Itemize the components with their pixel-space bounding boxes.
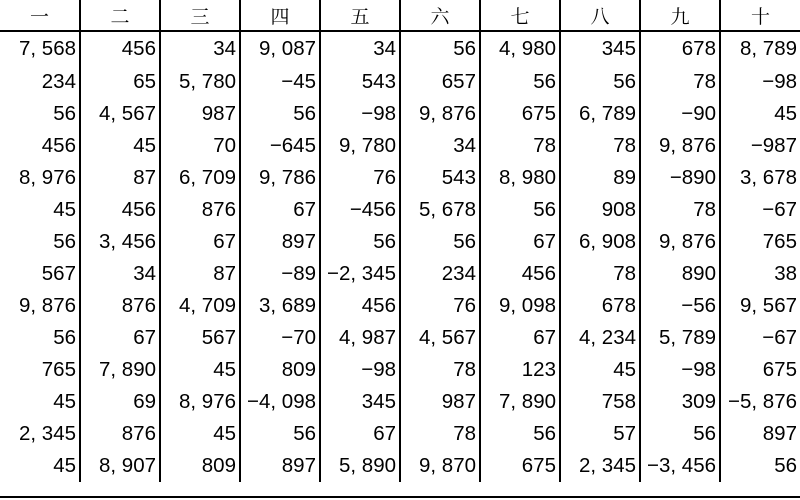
table-row (0, 162, 800, 194)
table-cell[interactable]: 543 (400, 162, 480, 194)
table-cell[interactable]: 78 (480, 130, 560, 162)
table-cell[interactable]: 45 (160, 418, 240, 450)
table-body (0, 31, 800, 482)
table-cell[interactable]: 876 (80, 418, 160, 450)
table-cell[interactable]: 38 (720, 258, 800, 290)
table-cell[interactable]: 56 (53, 230, 76, 253)
column-header-7[interactable]: 七 (480, 0, 560, 31)
table-cell[interactable]: 87 (160, 258, 240, 290)
table-cell[interactable]: 34 (400, 130, 480, 162)
table-cell[interactable]: −45 (240, 66, 320, 98)
table-cell[interactable]: 56 (480, 66, 560, 98)
table-cell[interactable]: 56 (560, 66, 640, 98)
table-cell[interactable]: 4, 980 (480, 31, 560, 66)
table-cell[interactable]: 675 (480, 450, 560, 482)
table-cell[interactable]: −645 (240, 130, 320, 162)
table-cell[interactable]: 876 (160, 194, 240, 226)
bottom-rule (0, 496, 800, 498)
table-cell[interactable]: 345 (320, 386, 400, 418)
table-cell[interactable]: 7, 890 (480, 386, 560, 418)
table-cell[interactable]: 758 (560, 386, 640, 418)
table-cell[interactable]: 78 (400, 354, 480, 386)
column-header-8[interactable]: 八 (560, 0, 640, 31)
table-row (0, 98, 800, 130)
table-cell[interactable]: 78 (400, 418, 480, 450)
table-cell[interactable]: −67 (720, 194, 800, 226)
table-cell[interactable]: 987 (400, 386, 480, 418)
table-cell[interactable]: 76 (320, 162, 400, 194)
table-row (0, 450, 800, 482)
table-cell[interactable]: 4, 234 (560, 322, 640, 354)
table-cell[interactable]: 7, 890 (80, 354, 160, 386)
table-cell[interactable]: 9, 876 (400, 98, 480, 130)
table-cell[interactable]: 45 (80, 130, 160, 162)
table-cell[interactable]: 567 (41, 262, 76, 285)
table-cell[interactable]: 5, 678 (400, 194, 480, 226)
table-cell[interactable]: 987 (160, 98, 240, 130)
table-cell[interactable]: 9, 567 (720, 290, 800, 322)
table-row (0, 194, 800, 226)
table-cell[interactable]: 45 (560, 354, 640, 386)
table-cell[interactable]: −98 (320, 98, 400, 130)
table-cell[interactable]: 8, 907 (80, 450, 160, 482)
table-cell[interactable]: 89 (560, 162, 640, 194)
table-row (0, 386, 800, 418)
table-cell[interactable]: 6, 709 (160, 162, 240, 194)
table-cell[interactable]: 3, 678 (720, 162, 800, 194)
table-cell[interactable]: 809 (160, 450, 240, 482)
table-cell[interactable]: 87 (80, 162, 160, 194)
table-cell[interactable]: 6, 908 (560, 226, 640, 258)
table-cell[interactable]: 890 (640, 258, 720, 290)
table-cell[interactable]: −3, 456 (640, 450, 720, 482)
table-cell[interactable]: −70 (240, 322, 320, 354)
table-cell[interactable]: 675 (480, 98, 560, 130)
column-header-10[interactable]: 十 (720, 0, 800, 31)
table-cell[interactable]: −456 (320, 194, 400, 226)
table-cell[interactable]: 56 (240, 98, 320, 130)
table-cell[interactable]: 123 (480, 354, 560, 386)
column-header-3[interactable]: 三 (160, 0, 240, 31)
table-cell[interactable]: 56 (480, 418, 560, 450)
table-cell[interactable]: 234 (41, 70, 76, 93)
column-header-4[interactable]: 四 (240, 0, 320, 31)
table-cell[interactable]: −67 (720, 322, 800, 354)
table-cell[interactable]: 67 (480, 226, 560, 258)
table-cell[interactable]: 309 (640, 386, 720, 418)
table-cell[interactable]: 78 (640, 194, 720, 226)
table-row (0, 66, 800, 98)
table-cell[interactable]: 908 (560, 194, 640, 226)
table-row (0, 130, 800, 162)
table-cell[interactable]: 345 (560, 31, 640, 66)
table-cell[interactable]: 897 (240, 450, 320, 482)
table-cell[interactable]: 5, 890 (320, 450, 400, 482)
table-cell[interactable]: 678 (560, 290, 640, 322)
table-cell[interactable]: 78 (560, 130, 640, 162)
table-cell[interactable]: 78 (640, 66, 720, 98)
table-cell[interactable]: 67 (160, 226, 240, 258)
table-cell[interactable]: 567 (160, 322, 240, 354)
table-cell[interactable]: 765 (41, 358, 76, 381)
table-cell[interactable]: 5, 789 (640, 322, 720, 354)
table-cell[interactable]: 65 (80, 66, 160, 98)
table-cell[interactable]: 69 (80, 386, 160, 418)
table-cell[interactable]: 57 (560, 418, 640, 450)
table-cell[interactable]: 897 (240, 226, 320, 258)
table-cell[interactable]: 67 (240, 194, 320, 226)
header-row (0, 0, 800, 31)
table-cell[interactable]: 2, 345 (19, 422, 76, 445)
table-cell[interactable]: 678 (640, 31, 720, 66)
table-cell[interactable]: 45 (160, 354, 240, 386)
table-cell[interactable]: 56 (640, 418, 720, 450)
table-cell[interactable]: −98 (320, 354, 400, 386)
table-cell[interactable]: 4, 567 (400, 322, 480, 354)
table-cell[interactable]: 45 (720, 98, 800, 130)
table-cell[interactable]: −56 (640, 290, 720, 322)
table-cell[interactable]: −987 (720, 130, 800, 162)
table-cell[interactable]: 897 (720, 418, 800, 450)
table-cell[interactable]: −98 (640, 354, 720, 386)
table-cell[interactable]: 56 (480, 194, 560, 226)
table-cell[interactable]: 56 (53, 326, 76, 349)
table-row (0, 226, 800, 258)
table-cell[interactable]: 456 (320, 290, 400, 322)
table-cell[interactable]: 876 (80, 290, 160, 322)
table-cell[interactable]: 3, 456 (80, 226, 160, 258)
table-cell[interactable]: 9, 876 (640, 130, 720, 162)
table-row (0, 290, 800, 322)
table-cell[interactable]: 70 (160, 130, 240, 162)
table-cell[interactable]: 56 (320, 226, 400, 258)
table-cell[interactable]: 34 (320, 31, 400, 66)
table-cell[interactable]: 9, 786 (240, 162, 320, 194)
table-cell[interactable]: 765 (720, 226, 800, 258)
table-cell[interactable]: 67 (80, 322, 160, 354)
table-cell[interactable]: 8, 976 (160, 386, 240, 418)
table-cell[interactable]: 9, 876 (19, 294, 76, 317)
table-cell[interactable]: 456 (41, 134, 76, 157)
table-cell[interactable]: 657 (400, 66, 480, 98)
table-cell[interactable]: 456 (80, 31, 160, 66)
table-cell[interactable]: −98 (720, 66, 800, 98)
table-cell[interactable]: 34 (80, 258, 160, 290)
table-cell[interactable]: 9, 098 (480, 290, 560, 322)
table-cell[interactable]: 6, 789 (560, 98, 640, 130)
table-cell[interactable]: 9, 870 (400, 450, 480, 482)
table-cell[interactable]: 78 (560, 258, 640, 290)
table-cell[interactable]: 56 (720, 450, 800, 482)
table-cell[interactable]: 56 (53, 102, 76, 125)
column-header-1[interactable]: 一 (0, 0, 80, 31)
table-cell[interactable]: 8, 976 (19, 166, 76, 189)
table-cell[interactable]: 67 (320, 418, 400, 450)
table-cell[interactable]: 5, 780 (160, 66, 240, 98)
table-cell[interactable]: −5, 876 (720, 386, 800, 418)
table-row (0, 258, 800, 290)
table-cell[interactable]: 3, 689 (240, 290, 320, 322)
table-cell[interactable]: −4, 098 (240, 386, 320, 418)
table-cell[interactable]: 8, 789 (720, 31, 800, 66)
table-cell[interactable]: 9, 087 (240, 31, 320, 66)
table-cell[interactable]: 456 (480, 258, 560, 290)
table-cell[interactable]: 809 (240, 354, 320, 386)
table-cell[interactable]: −2, 345 (320, 258, 400, 290)
table-row (0, 31, 800, 66)
table-row (0, 322, 800, 354)
table-cell[interactable]: 45 (53, 198, 76, 221)
table-cell[interactable]: 456 (80, 194, 160, 226)
table-cell[interactable]: 234 (400, 258, 480, 290)
table-cell[interactable]: 4, 709 (160, 290, 240, 322)
table-row (0, 354, 800, 386)
table-cell[interactable]: 45 (53, 390, 76, 413)
table-cell[interactable]: −89 (240, 258, 320, 290)
table-cell[interactable]: 67 (480, 322, 560, 354)
table-cell[interactable]: 76 (400, 290, 480, 322)
table-cell[interactable]: −890 (640, 162, 720, 194)
column-header-9[interactable]: 九 (640, 0, 720, 31)
table-cell[interactable]: 9, 780 (320, 130, 400, 162)
table-cell[interactable]: 2, 345 (560, 450, 640, 482)
table-cell[interactable]: 543 (320, 66, 400, 98)
table-cell[interactable]: 34 (160, 31, 240, 66)
table-cell[interactable]: −90 (640, 98, 720, 130)
table-cell[interactable]: 8, 980 (480, 162, 560, 194)
table-cell[interactable]: 9, 876 (640, 226, 720, 258)
table-cell[interactable]: 56 (400, 31, 480, 66)
table-cell[interactable]: 56 (240, 418, 320, 450)
column-header-6[interactable]: 六 (400, 0, 480, 31)
table-row (0, 418, 800, 450)
table-cell[interactable]: 4, 567 (80, 98, 160, 130)
table-cell[interactable]: 675 (720, 354, 800, 386)
column-header-2[interactable]: 二 (80, 0, 160, 31)
table-cell[interactable]: 7, 568 (19, 37, 76, 60)
table-cell[interactable]: 45 (53, 454, 76, 477)
table-cell[interactable]: 56 (400, 226, 480, 258)
table-cell[interactable]: 4, 987 (320, 322, 400, 354)
column-header-5[interactable]: 五 (320, 0, 400, 31)
